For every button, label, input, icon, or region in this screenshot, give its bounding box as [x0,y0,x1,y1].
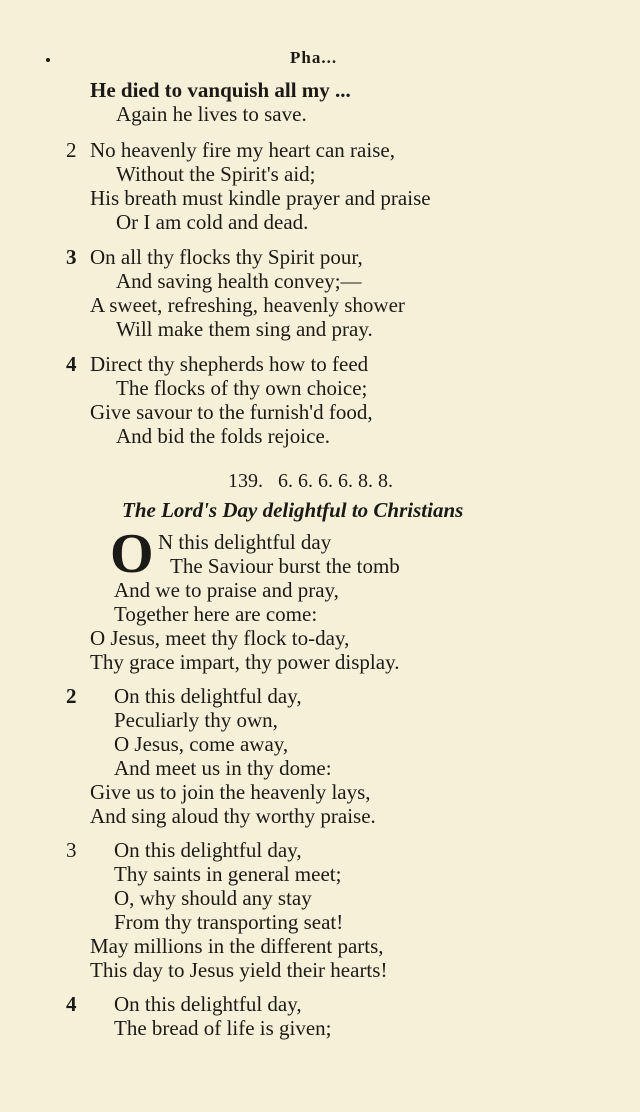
verse-line: And meet us in thy dome: [114,756,332,780]
verse-line: His breath must kindle prayer and praise [90,186,431,210]
verse-line: Thy grace impart, thy power display. [90,650,400,674]
verse-line: A sweet, refreshing, heavenly shower [90,293,405,317]
verse-line: And bid the folds rejoice. [116,424,331,448]
ink-speck [46,58,50,62]
verse-line: Will make them sing and pray. [116,317,373,341]
verse-line: Again he lives to save. [116,102,307,126]
verse-line: O, why should any stay [114,886,312,910]
verse-line: O Jesus, meet thy flock to-day, [90,626,350,650]
verse-line: He died to vanquish all my ... [90,78,351,102]
hymn-number-heading [228,470,393,493]
stanza-number: 2 [66,138,77,162]
stanza-number: 3 [66,245,77,269]
verse-line: Direct thy shepherds how to feed [90,352,369,376]
verse-line: Thy saints in general meet; [114,862,342,886]
verse-line: And we to praise and pray, [114,578,339,602]
verse-line: O Jesus, come away, [114,732,289,756]
verse-line: May millions in the different parts, [90,934,384,958]
stanza-number: 2 [66,684,77,708]
verse-line: The Saviour burst the tomb [170,554,400,578]
verse-line: Give us to join the heavenly lays, [90,780,371,804]
hymn-number: 139. [228,470,263,492]
verse-line: Give savour to the furnish'd food, [90,400,373,424]
verse-line: And saving health convey;— [116,269,362,293]
verse-line: This day to Jesus yield their hearts! [90,958,388,982]
running-header: Pha... [290,48,338,67]
hymn-title: The Lord's Day delightful to Christians [122,498,464,522]
verse-line: N this delightful day [158,530,332,554]
verse-line: On this delightful day, [114,838,302,862]
verse-line: On all thy flocks thy Spirit pour, [90,245,363,269]
verse-line: And sing aloud thy worthy praise. [90,804,376,828]
verse-line: No heavenly fire my heart can raise, [90,138,395,162]
verse-line: From thy transporting seat! [114,910,344,934]
stanza-number: 3 [66,838,77,862]
verse-line: Without the Spirit's aid; [116,162,316,186]
verse-line: The flocks of thy own choice; [116,376,368,400]
verse-line: Together here are come: [114,602,318,626]
stanza-number: 4 [66,352,77,376]
verse-line: Peculiarly thy own, [114,708,278,732]
verse-line: On this delightful day, [114,684,302,708]
verse-line: On this delightful day, [114,992,302,1016]
drop-cap: O [110,523,154,585]
stanza-number: 4 [66,992,77,1016]
verse-line: The bread of life is given; [114,1016,332,1040]
verse-line: Or I am cold and dead. [116,210,309,234]
hymn-meter: 6. 6. 6. 6. 8. 8. [278,470,393,492]
